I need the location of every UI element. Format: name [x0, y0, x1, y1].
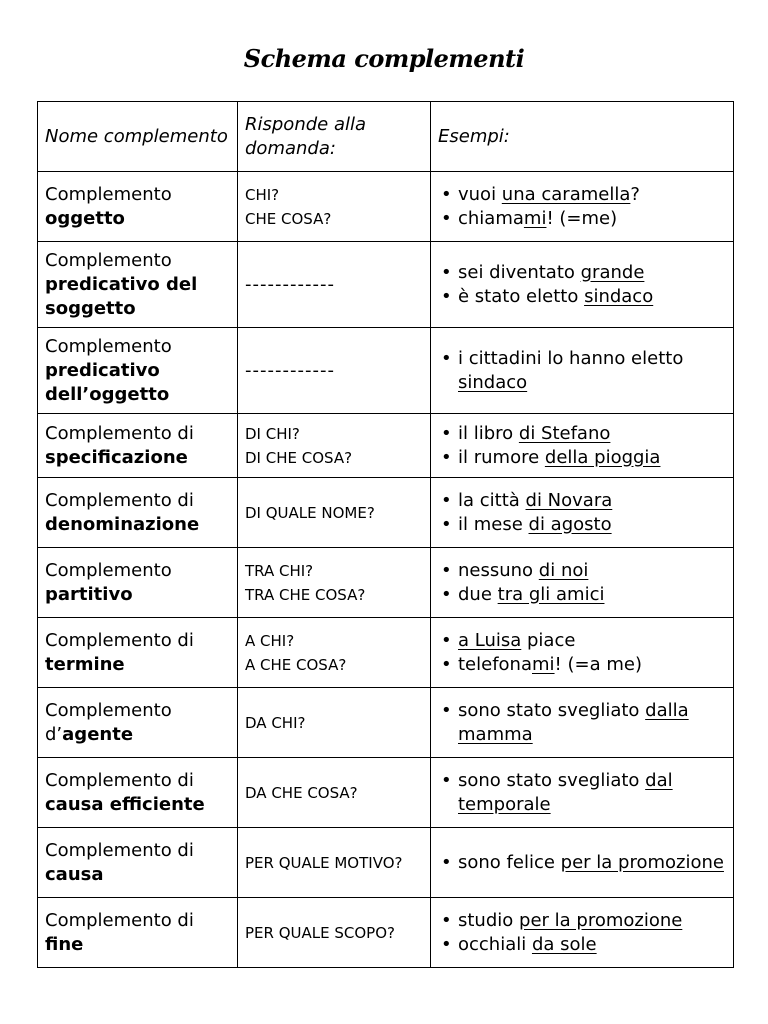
esempio-complemento-underlined: di noi	[538, 559, 589, 581]
domanda-text: DI CHI?	[245, 424, 300, 443]
complemento-name-cell	[38, 478, 238, 548]
esempio-complemento-underlined: per la promozione	[560, 851, 724, 873]
complemento-name-cell	[38, 242, 238, 328]
esempi-cell	[431, 688, 734, 758]
page-title: Schema complementi	[243, 44, 525, 73]
esempio-item	[438, 347, 726, 395]
esempio-text: sono stato svegliato	[458, 769, 646, 791]
esempio-text: ?	[630, 183, 640, 205]
domanda-cell	[238, 548, 431, 618]
domanda-cell	[238, 414, 431, 478]
header-nome-complemento: Nome complemento	[38, 102, 238, 172]
esempio-item	[438, 653, 726, 677]
complemento-type-bold: predicativo dell’oggetto	[45, 359, 170, 405]
table-row	[38, 758, 734, 828]
complemento-type-bold: partitivo	[45, 583, 133, 605]
header-esempi: Esempi:	[431, 102, 734, 172]
complemento-label: Complemento	[45, 699, 172, 721]
esempio-item	[438, 489, 726, 513]
complemento-type-bold: specificazione	[45, 446, 188, 468]
complemento-label: Complemento	[45, 249, 172, 271]
esempio-complemento-underlined: di Stefano	[518, 422, 611, 444]
complemento-type-prefix: d’	[45, 723, 63, 745]
complemento-label: Complemento di	[45, 422, 194, 444]
complemento-label: Complemento di	[45, 629, 194, 651]
domanda-cell	[238, 172, 431, 242]
esempio-complemento-underlined: sindaco	[458, 371, 528, 393]
table-row	[38, 828, 734, 898]
esempi-cell	[431, 898, 734, 968]
table-row	[38, 688, 734, 758]
esempi-list	[438, 347, 726, 395]
complemento-label: Complemento	[45, 183, 172, 205]
complemento-name-cell	[38, 548, 238, 618]
complemento-name-cell	[38, 172, 238, 242]
esempio-text: occhiali	[458, 933, 532, 955]
complemento-label: Complemento	[45, 559, 172, 581]
esempio-item	[438, 699, 726, 747]
domanda-text: PER QUALE SCOPO?	[245, 923, 395, 942]
complemento-label: Complemento	[45, 335, 172, 357]
esempi-list	[438, 422, 726, 470]
esempio-item	[438, 769, 726, 817]
complemento-type-bold: causa efficiente	[45, 793, 205, 815]
esempio-complemento-underlined: sindaco	[584, 285, 654, 307]
complemento-type	[45, 513, 230, 537]
esempio-text: sono felice	[458, 851, 561, 873]
esempio-item	[438, 909, 726, 933]
esempio-complemento-underlined: mi	[523, 207, 547, 229]
domanda-text: TRA CHI?	[245, 561, 314, 580]
esempio-item	[438, 261, 726, 285]
domanda-text: ------------	[245, 359, 335, 381]
esempio-text: il libro	[458, 422, 519, 444]
esempi-cell	[431, 478, 734, 548]
esempio-item	[438, 629, 726, 653]
complemento-name-cell	[38, 688, 238, 758]
esempi-list	[438, 629, 726, 677]
complemento-type	[45, 359, 230, 407]
domanda-cell	[238, 758, 431, 828]
complemento-type-bold: predicativo del soggetto	[45, 273, 198, 319]
domanda-text: DI QUALE NOME?	[245, 503, 375, 522]
complemento-type	[45, 933, 230, 957]
domanda-cell	[238, 688, 431, 758]
domanda-text: ------------	[245, 273, 335, 295]
complemento-label: Complemento di	[45, 489, 194, 511]
esempio-complemento-underlined: della pioggia	[544, 446, 661, 468]
complemento-name-cell	[38, 328, 238, 414]
esempio-complemento-underlined: una caramella	[501, 183, 631, 205]
complemento-type	[45, 583, 230, 607]
complemento-type-bold: oggetto	[45, 207, 125, 229]
complemento-name-cell	[38, 758, 238, 828]
table-header-row	[38, 102, 734, 172]
esempio-item	[438, 422, 726, 446]
complemento-name-cell	[38, 828, 238, 898]
esempi-cell	[431, 242, 734, 328]
domanda-cell	[238, 328, 431, 414]
esempi-list	[438, 559, 726, 607]
table-row	[38, 414, 734, 478]
esempio-complemento-underlined: mi	[532, 653, 555, 675]
esempio-text: i cittadini lo hanno eletto	[458, 347, 684, 369]
esempio-item	[438, 446, 726, 470]
esempi-cell	[431, 828, 734, 898]
esempio-text: la città	[458, 489, 526, 511]
esempio-text: vuoi	[458, 183, 502, 205]
domanda-text: PER QUALE MOTIVO?	[245, 853, 403, 872]
domanda-cell	[238, 828, 431, 898]
esempi-cell	[431, 328, 734, 414]
complemento-label: Complemento di	[45, 839, 194, 861]
esempio-text: nessuno	[458, 559, 539, 581]
domanda-text: DA CHE COSA?	[245, 783, 358, 802]
esempio-text: ! (=a me)	[554, 653, 642, 675]
table-row	[38, 618, 734, 688]
esempio-text: il mese	[458, 513, 529, 535]
complemento-type-bold: causa	[45, 863, 104, 885]
table-row	[38, 898, 734, 968]
esempio-item	[438, 183, 726, 207]
esempio-text: sei diventato	[458, 261, 581, 283]
domanda-cell	[238, 478, 431, 548]
domanda-text: CHI?	[245, 185, 280, 204]
domanda-text: CHE COSA?	[245, 209, 332, 228]
esempio-item	[438, 933, 726, 957]
esempi-cell	[431, 618, 734, 688]
complemento-name-cell	[38, 618, 238, 688]
esempio-item	[438, 207, 726, 231]
esempio-item	[438, 559, 726, 583]
esempi-list	[438, 489, 726, 537]
esempio-complemento-underlined: di agosto	[528, 513, 612, 535]
complemento-name-cell	[38, 898, 238, 968]
complemento-type	[45, 863, 230, 887]
esempio-complemento-underlined: tra gli amici	[497, 583, 605, 605]
complemento-type	[45, 446, 230, 470]
domanda-text: DI CHE COSA?	[245, 448, 353, 467]
complemento-type-bold: agente	[62, 723, 134, 745]
esempio-item	[438, 583, 726, 607]
complemento-label: Complemento di	[45, 769, 194, 791]
complemento-type-bold: denominazione	[45, 513, 200, 535]
complemento-type	[45, 723, 230, 747]
esempio-text: sono stato svegliato	[458, 699, 646, 721]
table-row	[38, 328, 734, 414]
esempi-cell	[431, 548, 734, 618]
esempi-list	[438, 261, 726, 309]
domanda-cell	[238, 242, 431, 328]
esempio-text: telefona	[458, 653, 532, 675]
esempio-complemento-underlined: dalla mamma	[458, 699, 689, 745]
esempio-item	[438, 851, 726, 875]
esempio-text: due	[458, 583, 498, 605]
esempio-complemento-underlined: per la promozione	[519, 909, 683, 931]
table-row	[38, 172, 734, 242]
complemento-type	[45, 653, 230, 677]
domanda-cell	[238, 898, 431, 968]
esempi-cell	[431, 414, 734, 478]
table-row	[38, 242, 734, 328]
esempi-list	[438, 699, 726, 747]
esempi-cell	[431, 758, 734, 828]
esempio-item	[438, 513, 726, 537]
header-risponde-domanda: Risponde alla domanda:	[238, 102, 431, 172]
domanda-text: DA CHI?	[245, 713, 306, 732]
esempi-list	[438, 183, 726, 231]
complemento-label: Complemento di	[45, 909, 194, 931]
esempio-text: il rumore	[458, 446, 545, 468]
complemento-name-cell	[38, 414, 238, 478]
complemento-type-bold: fine	[45, 933, 84, 955]
complementi-table	[37, 101, 734, 968]
esempi-list	[438, 851, 726, 875]
table-row	[38, 548, 734, 618]
complemento-type-bold: termine	[45, 653, 125, 675]
esempio-text: è stato eletto	[458, 285, 585, 307]
esempio-text: piace	[521, 629, 576, 651]
complemento-type	[45, 207, 230, 231]
esempio-complemento-underlined: a Luisa	[458, 629, 522, 651]
esempio-complemento-underlined: da sole	[531, 933, 597, 955]
complemento-type	[45, 273, 230, 321]
esempi-list	[438, 769, 726, 817]
esempi-cell	[431, 172, 734, 242]
complemento-type	[45, 793, 230, 817]
esempi-list	[438, 909, 726, 957]
domanda-text: TRA CHE COSA?	[245, 585, 366, 604]
esempio-complemento-underlined: dal temporale	[458, 769, 673, 815]
esempio-text: chiama	[458, 207, 524, 229]
esempio-text: ! (=me)	[546, 207, 618, 229]
esempio-text: studio	[458, 909, 520, 931]
esempio-complemento-underlined: grande	[580, 261, 645, 283]
domanda-text: A CHI?	[245, 631, 295, 650]
table-row	[38, 478, 734, 548]
domanda-text: A CHE COSA?	[245, 655, 347, 674]
esempio-complemento-underlined: di Novara	[525, 489, 613, 511]
esempio-item	[438, 285, 726, 309]
domanda-cell	[238, 618, 431, 688]
